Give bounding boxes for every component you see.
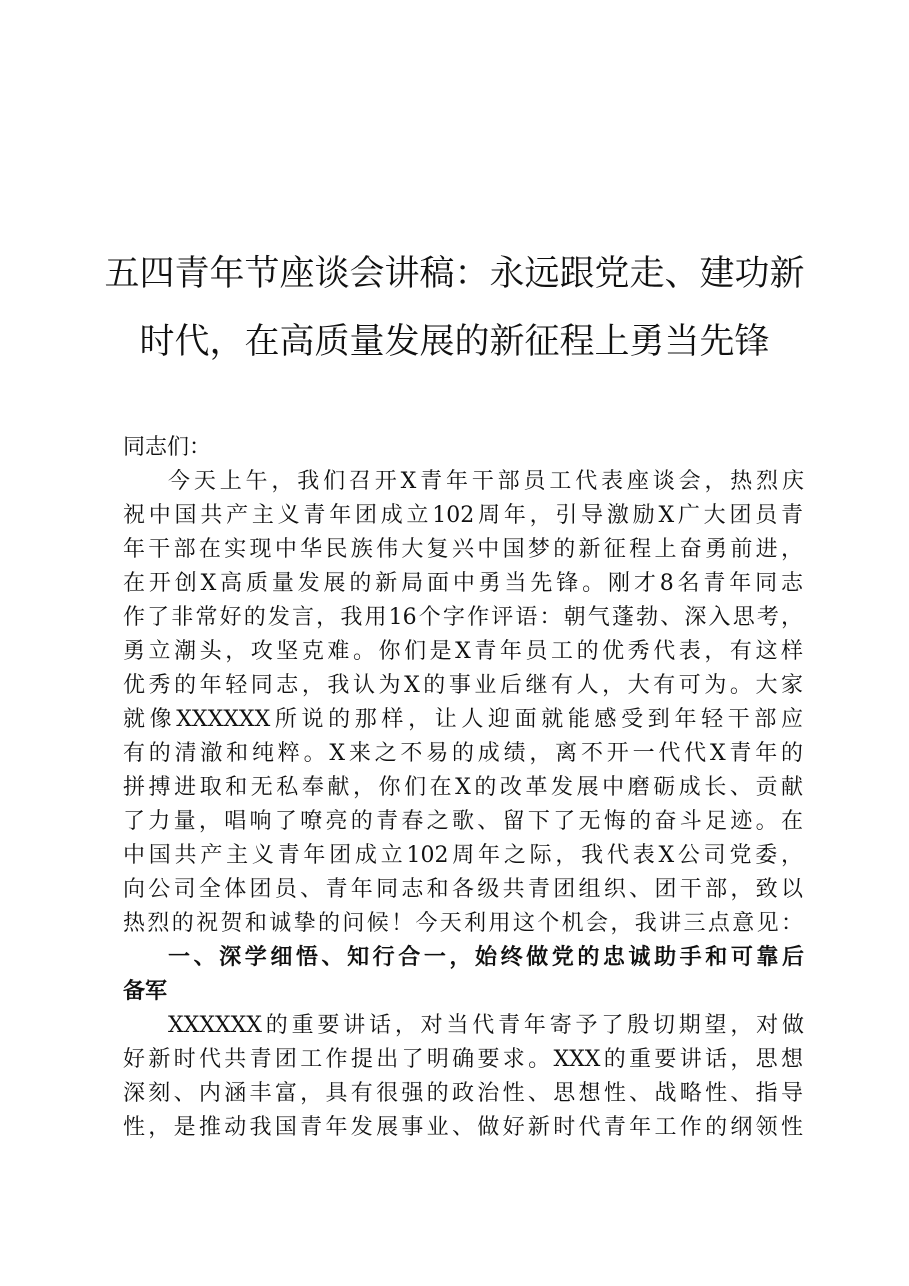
salutation: 同志们：	[123, 435, 212, 460]
section-heading-line-1: 一、深学细悟、知行合一，始终做党的忠诚助手和可靠后	[168, 945, 804, 970]
paragraph-line: 有的清澈和纯粹。X来之不易的成绩，离不开一代代X青年的	[123, 741, 803, 766]
paragraph-line: 勇立潮头，攻坚克难。你们是X青年员工的优秀代表，有这样	[123, 639, 803, 664]
document-title-line-1: 五四青年节座谈会讲稿：永远跟党走、建功新	[104, 254, 805, 294]
paragraph-line: 拼搏进取和无私奉献，你们在X的改革发展中磨砺成长、贡献	[123, 775, 803, 800]
section-heading-line-2: 备军	[123, 979, 168, 1004]
paragraph-line: 了力量，唱响了嘹亮的青春之歌、留下了无悔的奋斗足迹。在	[123, 809, 803, 834]
paragraph-line: 祝中国共产主义青年团成立102周年，引导激励X广大团员青	[123, 503, 803, 528]
paragraph-line: 优秀的年轻同志，我认为X的事业后继有人，大有可为。大家	[123, 673, 803, 698]
document-title-line-2: 时代，在高质量发展的新征程上勇当先锋	[139, 322, 770, 362]
paragraph-line: 热烈的祝贺和诚挚的问候！今天利用这个机会，我讲三点意见：	[123, 911, 803, 936]
paragraph-line: 作了非常好的发言，我用16个字作评语：朝气蓬勃、深入思考，	[123, 605, 803, 630]
paragraph-line: 性，是推动我国青年发展事业、做好新时代青年工作的纲领性	[123, 1115, 803, 1140]
paragraph-line: 向公司全体团员、青年同志和各级共青团组织、团干部，致以	[123, 877, 803, 902]
paragraph-line: 好新时代共青团工作提出了明确要求。XXX的重要讲话，思想	[123, 1047, 803, 1072]
paragraph-line: 年干部在实现中华民族伟大复兴中国梦的新征程上奋勇前进，	[123, 537, 803, 562]
paragraph-line: 深刻、内涵丰富，具有很强的政治性、思想性、战略性、指导	[123, 1081, 803, 1106]
paragraph-line: 在开创X高质量发展的新局面中勇当先锋。刚才8名青年同志	[123, 571, 803, 596]
paragraph-line: 就像XXXXXX所说的那样，让人迎面就能感受到年轻干部应	[123, 707, 803, 732]
paragraph-line: XXXXXX的重要讲话，对当代青年寄予了殷切期望，对做	[168, 1013, 804, 1038]
paragraph-line: 今天上午，我们召开X青年干部员工代表座谈会，热烈庆	[168, 469, 804, 494]
paragraph-line: 中国共产主义青年团成立102周年之际，我代表X公司党委，	[123, 843, 803, 868]
